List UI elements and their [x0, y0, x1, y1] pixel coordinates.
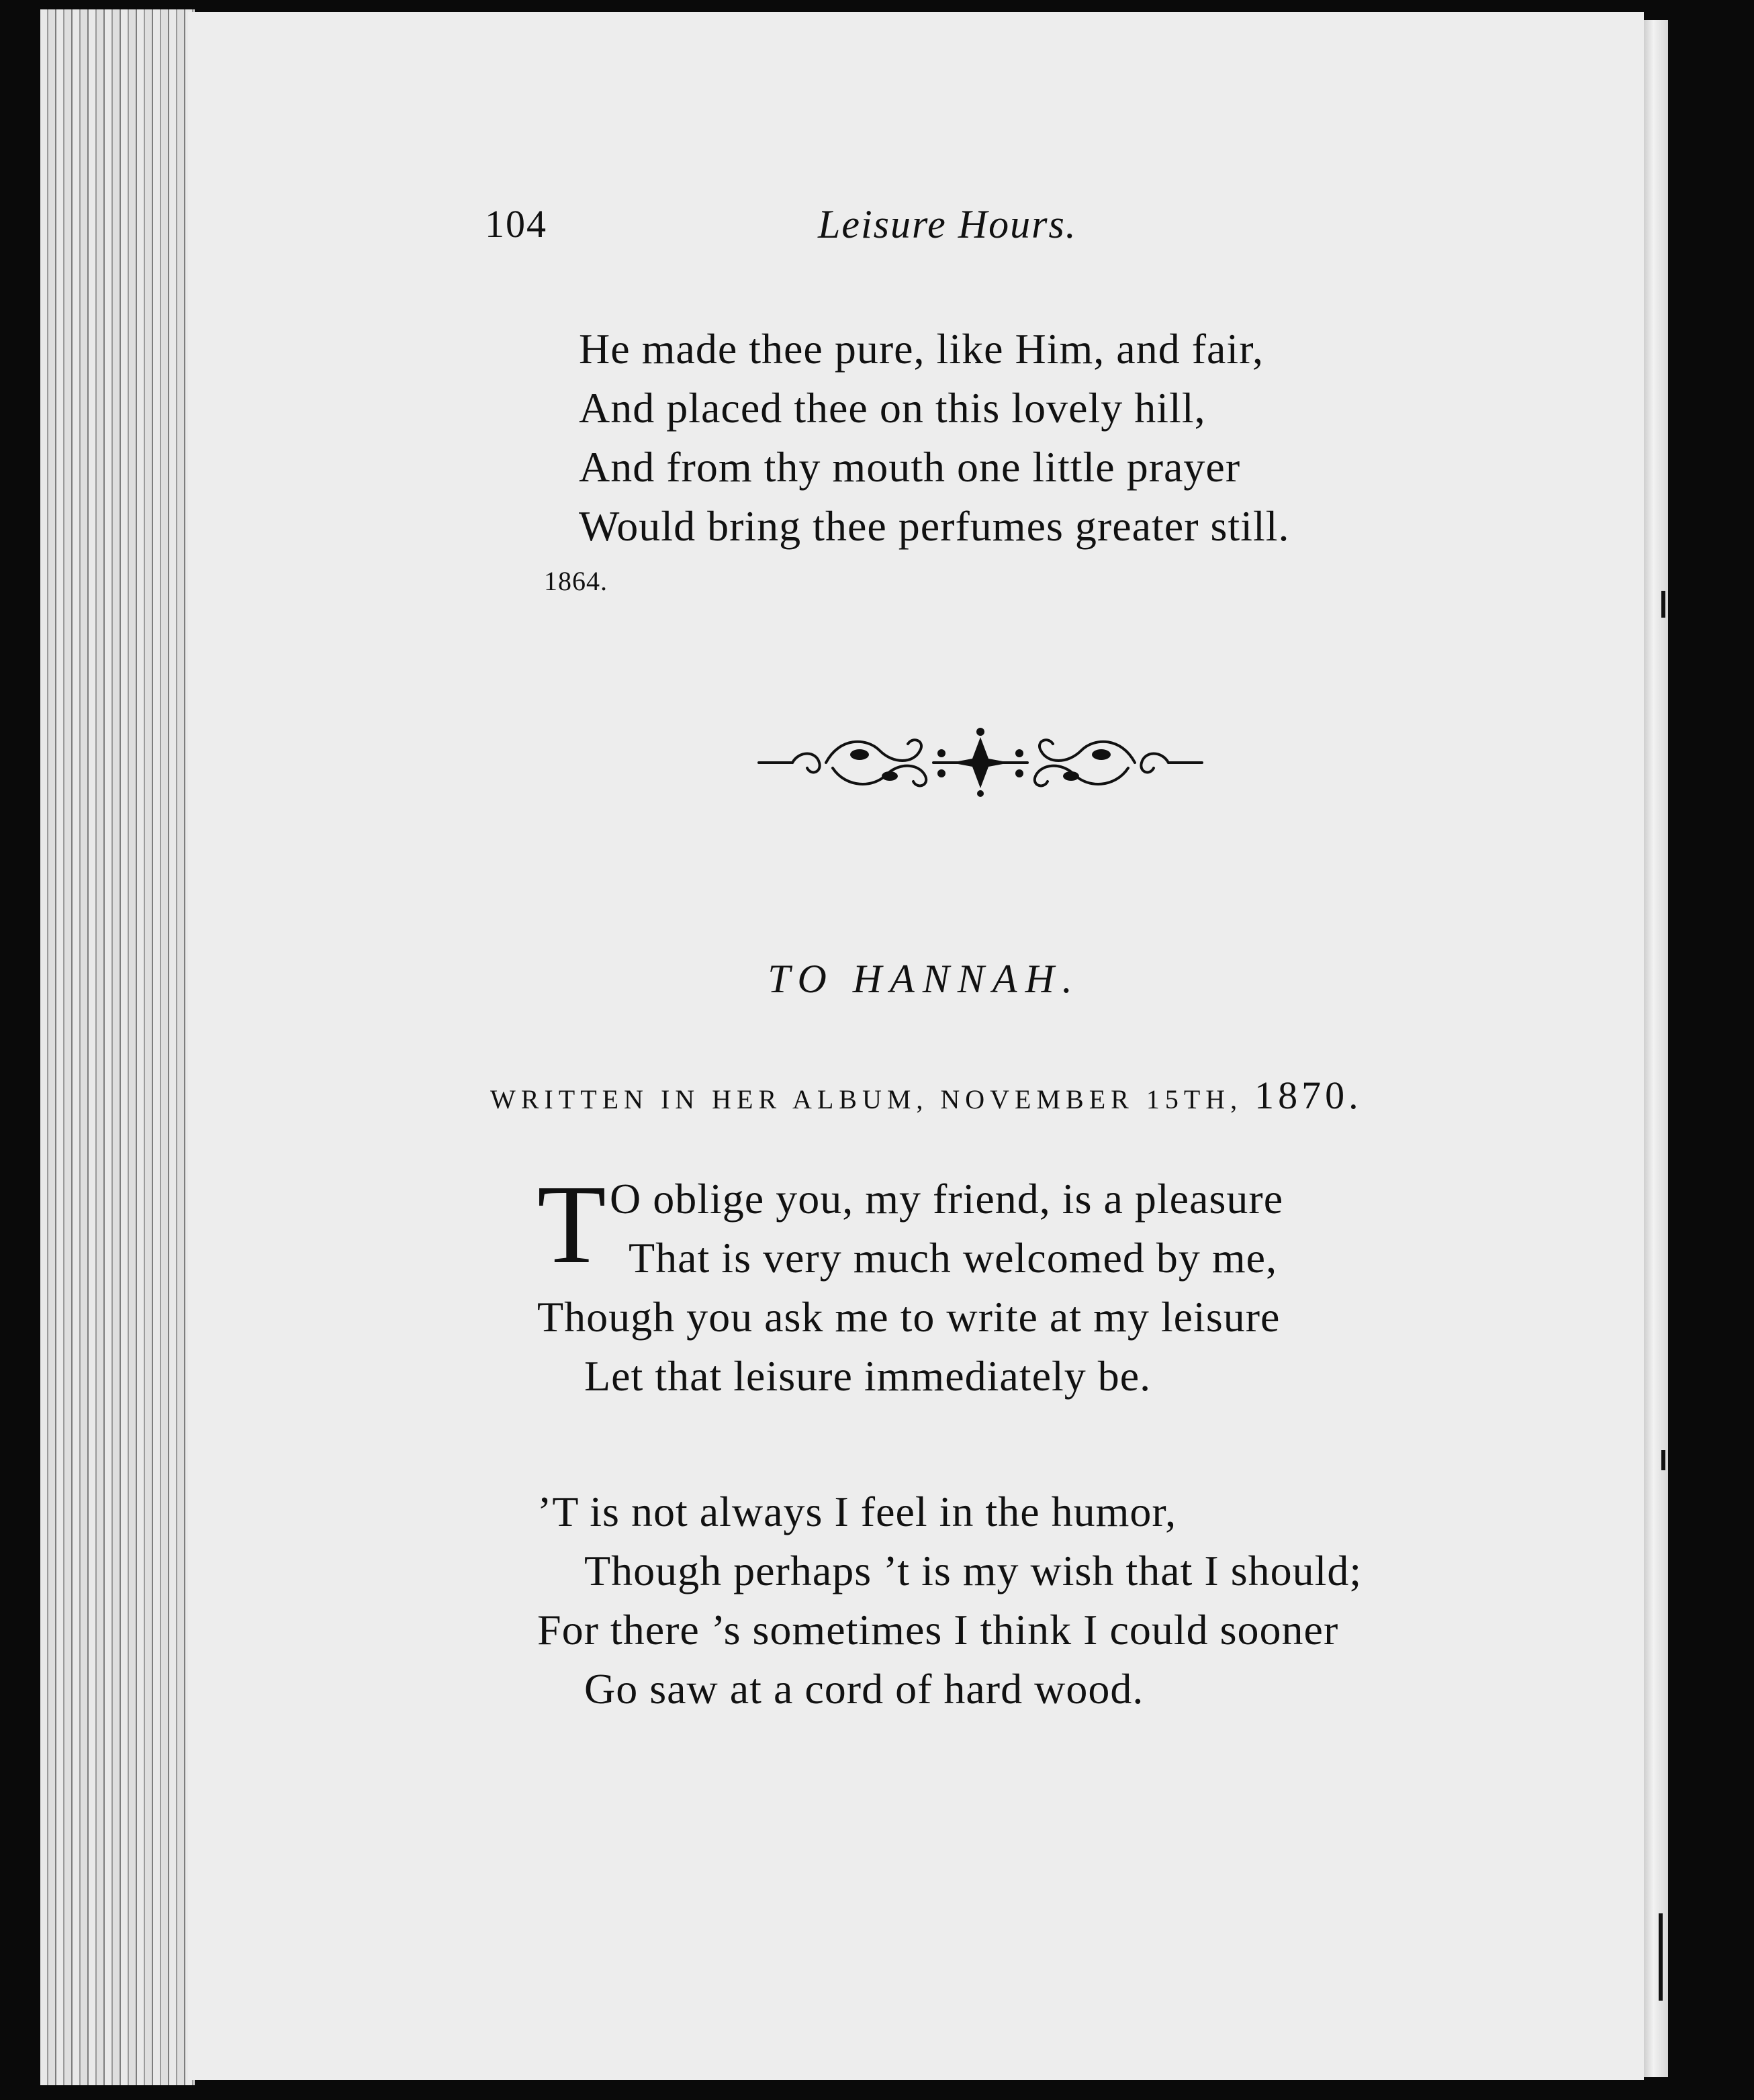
running-head	[0, 201, 1754, 255]
verse-line: He made thee pure, like Him, and fair,	[579, 325, 1264, 373]
subtitle-year: 1870.	[1254, 1073, 1363, 1117]
subtitle-text: WRITTEN IN HER ALBUM, NOVEMBER 15TH,	[490, 1084, 1243, 1114]
stanza-2	[537, 1482, 1362, 1719]
stanza-top	[579, 320, 1290, 556]
page-edges	[40, 9, 195, 2085]
edge-mark	[1661, 591, 1665, 618]
right-page-edge	[1644, 20, 1668, 2077]
drop-cap: T	[537, 1162, 606, 1287]
verse-line: That is very much welcomed by me,	[629, 1234, 1278, 1282]
verse-line: Let that leisure immediately be.	[584, 1352, 1152, 1400]
edge-mark	[1661, 1450, 1665, 1470]
stanza-1	[537, 1162, 1284, 1406]
verse-line: For there ’s sometimes I think I could sooner	[537, 1606, 1339, 1654]
verse-line: O oblige you, my friend, is a pleasure	[610, 1175, 1284, 1223]
verse-line: Would bring thee perfumes greater still.	[579, 502, 1290, 550]
poem-subtitle	[490, 1073, 1363, 1118]
verse-line: And from thy mouth one little prayer	[579, 443, 1241, 491]
decorative-scroll-ornament-icon	[752, 724, 1209, 798]
verse-line: Go saw at a cord of hard wood.	[584, 1665, 1144, 1713]
edge-mark	[1659, 1913, 1663, 2001]
year-mark: 1864.	[544, 566, 608, 596]
page-number: 104	[485, 202, 547, 246]
verse-line: Though perhaps ’t is my wish that I should;	[584, 1547, 1363, 1594]
verse-line: ’T is not always I feel in the humor,	[537, 1488, 1177, 1535]
verse-line: Though you ask me to write at my leisure	[537, 1293, 1281, 1341]
poem-title: TO HANNAH.	[768, 957, 1080, 1001]
verse-line: And placed thee on this lovely hill,	[579, 384, 1206, 432]
running-title: Leisure Hours.	[818, 202, 1077, 246]
